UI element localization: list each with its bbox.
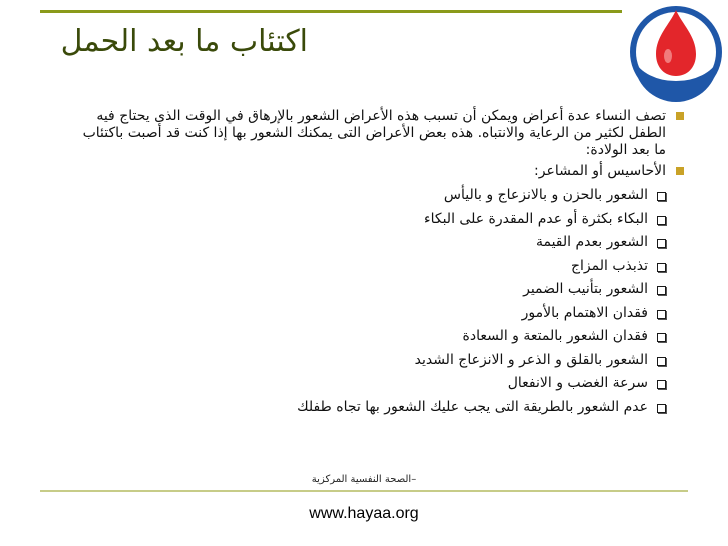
top-divider xyxy=(40,10,622,13)
list-item: تذبذب المزاج xyxy=(68,255,688,279)
list-item: فقدان الاهتمام بالأمور xyxy=(68,302,688,326)
hollow-square-bullet-icon xyxy=(657,333,666,342)
feelings-heading: الأحاسيس أو المشاعر: xyxy=(534,163,666,179)
intro-text: تصف النساء عدة أعراض ويمكن أن تسبب هذه الأعراض الشعور بالإرهاق في الوقت الذى يحتاج فيه الطفل لكثير من الرعاية والانتباه. هذه بعض الأعراض التى يمكنك الشعور بها إذا كنت قد أصبت باكتئاب ما بعد الولادة: xyxy=(82,108,666,158)
hollow-square-bullet-icon xyxy=(657,216,666,225)
feelings-list xyxy=(68,184,688,419)
hollow-square-bullet-icon xyxy=(657,404,666,413)
list-item: البكاء بكثرة أو عدم المقدرة على البكاء xyxy=(68,208,688,232)
list-item: فقدان الشعور بالمتعة و السعادة xyxy=(68,325,688,349)
hollow-square-bullet-icon xyxy=(657,286,666,295)
list-item: الشعور بتأنيب الضمير xyxy=(68,278,688,302)
intro-paragraph xyxy=(68,108,688,159)
list-item: الشعور بعدم القيمة xyxy=(68,231,688,255)
slide-content xyxy=(68,108,688,419)
footer-caption: –الصحة النفسية المركزية xyxy=(311,474,417,485)
square-bullet-icon xyxy=(676,112,684,120)
hollow-square-bullet-icon xyxy=(657,192,666,201)
list-item: سرعة الغضب و الانفعال xyxy=(68,372,688,396)
website-link[interactable]: www.hayaa.org xyxy=(309,505,419,522)
hollow-square-bullet-icon xyxy=(657,310,666,319)
hollow-square-bullet-icon xyxy=(657,239,666,248)
list-item: الشعور بالقلق و الذعر و الانزعاج الشديد xyxy=(68,349,688,373)
blood-drop-logo-icon xyxy=(624,0,728,104)
list-item: عدم الشعور بالطريقة التى يجب عليك الشعور بها تجاه طفلك xyxy=(68,396,688,420)
hollow-square-bullet-icon xyxy=(657,357,666,366)
square-bullet-icon xyxy=(676,167,684,175)
bottom-divider xyxy=(40,490,688,492)
hollow-square-bullet-icon xyxy=(657,380,666,389)
list-item: الشعور بالحزن و بالانزعاج و باليأس xyxy=(68,184,688,208)
page-title: اكتئاب ما بعد الحمل xyxy=(60,24,308,59)
hollow-square-bullet-icon xyxy=(657,263,666,272)
feelings-heading-item xyxy=(68,163,688,180)
